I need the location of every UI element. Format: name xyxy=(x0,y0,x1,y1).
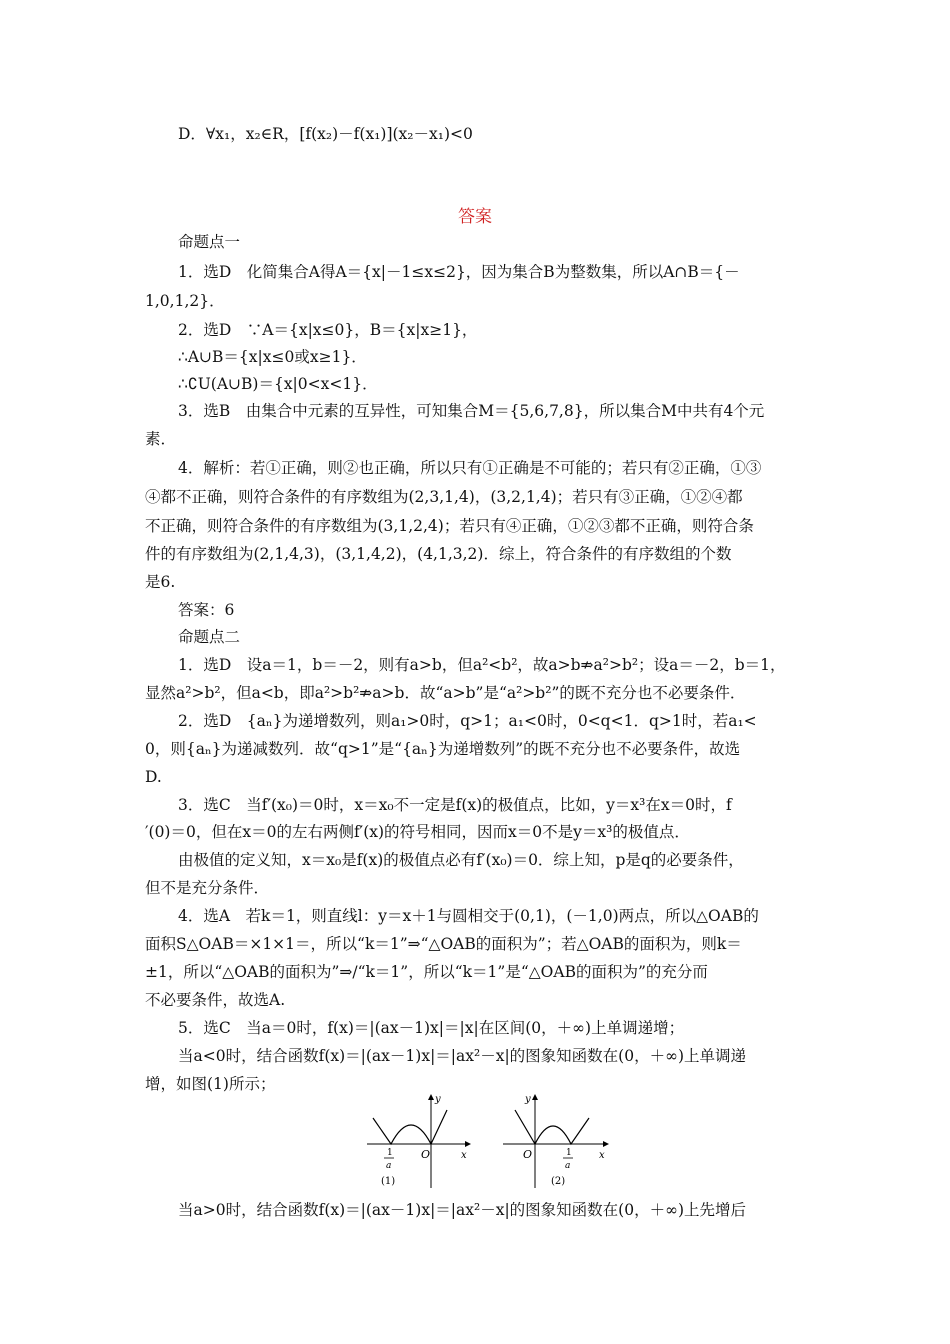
origin-label-1: O xyxy=(421,1148,431,1161)
line-8: 4．解析：若①正确，则②也正确，所以只有①正确是不可能的；若只有②正确，①③ xyxy=(178,459,762,477)
tick-num-1: 1 xyxy=(387,1148,393,1158)
line-25: 面积S△OAB＝×1×1＝，所以“k＝1”⇒“△OAB的面积为”；若△OAB的面积为，则k＝ xyxy=(145,935,742,953)
line-0: 命题点一 xyxy=(178,233,241,251)
y-label-1: y xyxy=(435,1094,441,1105)
line-20: 3．选C 当f′(x₀)＝0时，x＝x₀不一定是f(x)的极值点，比如，y＝x³在x＝0时，f xyxy=(178,796,732,814)
line-24: 4．选A 若k＝1，则直线l：y＝x＋1与圆相交于(0,1)，(－1,0)两点，所以△OAB的 xyxy=(178,907,759,925)
x-arrow-2 xyxy=(603,1141,609,1147)
tick-num-2: 1 xyxy=(566,1148,572,1158)
tick-den-1: a xyxy=(386,1161,392,1171)
caption-2: (2) xyxy=(551,1176,566,1187)
line-16: 显然a²>b²，但a<b，即a²>b²⇏a>b．故“a>b”是“a²>b²”的既不充分也不必要条件． xyxy=(145,684,746,702)
line-19: D. xyxy=(145,768,162,786)
line-17: 2．选D {aₙ}为递增数列，则a₁>0时，q>1；a₁<0时，0<q<1．q>1时，若a₁< xyxy=(178,712,757,730)
line-27: 不必要条件，故选A. xyxy=(145,991,286,1009)
line-5: ∴∁U(A∪B)＝{x|0<x<1}． xyxy=(178,375,378,393)
x-arrow-1 xyxy=(465,1141,471,1147)
origin-label-2: O xyxy=(523,1148,533,1161)
line-28: 5．选C 当a＝0时，f(x)＝|(ax－1)x|＝|x|在区间(0，＋∞)上单调递增； xyxy=(178,1019,685,1037)
y-arrow-1 xyxy=(428,1094,434,1100)
line-4: ∴A∪B＝{x|x≤0或x≥1}． xyxy=(178,348,367,366)
option-d: D．∀x₁，x₂∈R，[f(x₂)－f(x₁)](x₂－x₁)<0 xyxy=(178,125,473,143)
y-arrow-2 xyxy=(532,1094,538,1100)
line-23: 但不是充分条件． xyxy=(145,879,270,897)
line-7: 素． xyxy=(145,430,177,448)
curve-1 xyxy=(373,1110,447,1144)
line-21: ′(0)＝0，但在x＝0的左右两侧f′(x)的符号相同，因而x＝0不是y＝x³的极值点． xyxy=(145,823,690,841)
x-label-1: x xyxy=(461,1150,467,1161)
line-14: 命题点二 xyxy=(178,628,241,646)
curve-2 xyxy=(515,1110,589,1144)
graph-2 xyxy=(503,1094,609,1188)
line-22: 由极值的定义知，x＝x₀是f(x)的极值点必有f′(x₀)＝0．综上知，p是q的必要条件， xyxy=(178,851,744,869)
line-1: 1．选D 化简集合A得A＝{x|－1≤x≤2}，因为集合B为整数集，所以A∩B＝{－ xyxy=(178,263,740,281)
line-12: 是6. xyxy=(145,573,176,591)
line-3: 2．选D ∵A＝{x|x≤0}，B＝{x|x≥1}， xyxy=(178,321,478,339)
line-26: ±1，所以“△OAB的面积为”⇒/“k＝1”，所以“k＝1”是“△OAB的面积为”的充分而 xyxy=(145,963,708,981)
line-31: 当a>0时，结合函数f(x)＝|(ax－1)x|＝|ax²－x|的图象知函数在(0，＋∞)上先增后 xyxy=(178,1201,747,1219)
line-9: ④都不正确，则符合条件的有序数组为(2,3,1,4)，(3,2,1,4)；若只有③正确，①②④都 xyxy=(145,488,743,506)
line-30: 增，如图(1)所示； xyxy=(145,1075,276,1093)
line-15: 1．选D 设a＝1，b＝－2，则有a>b，但a²<b²，故a>b⇏a²>b²；设a＝－2，b＝1， xyxy=(178,656,786,674)
tick-den-2: a xyxy=(565,1161,571,1171)
line-18: 0，则{aₙ}为递减数列．故“q>1”是“{aₙ}为递增数列”的既不充分也不必要条件，故选 xyxy=(145,740,741,758)
line-10: 不正确，则符合条件的有序数组为(3,1,2,4)；若只有④正确，①②③都不正确，则符合条 xyxy=(145,517,754,535)
line-6: 3．选B 由集合中元素的互异性，可知集合M＝{5,6,7,8}，所以集合M中共有4个元 xyxy=(178,402,765,420)
x-label-2: x xyxy=(599,1150,605,1161)
line-13: 答案：6 xyxy=(178,601,235,619)
caption-1: (1) xyxy=(381,1176,396,1187)
line-2: 1,0,1,2}． xyxy=(145,292,225,310)
line-11: 件的有序数组为(2,1,4,3)，(3,1,4,2)，(4,1,3,2)．综上，符合条件的有序数组的个数 xyxy=(145,545,732,563)
answer-title: 答案 xyxy=(458,207,492,227)
graph-1 xyxy=(367,1094,471,1188)
function-graphs-figure xyxy=(365,1088,615,1198)
line-29: 当a<0时，结合函数f(x)＝|(ax－1)x|＝|ax²－x|的图象知函数在(0，＋∞)上单调递 xyxy=(178,1047,747,1065)
y-label-2: y xyxy=(525,1094,531,1105)
